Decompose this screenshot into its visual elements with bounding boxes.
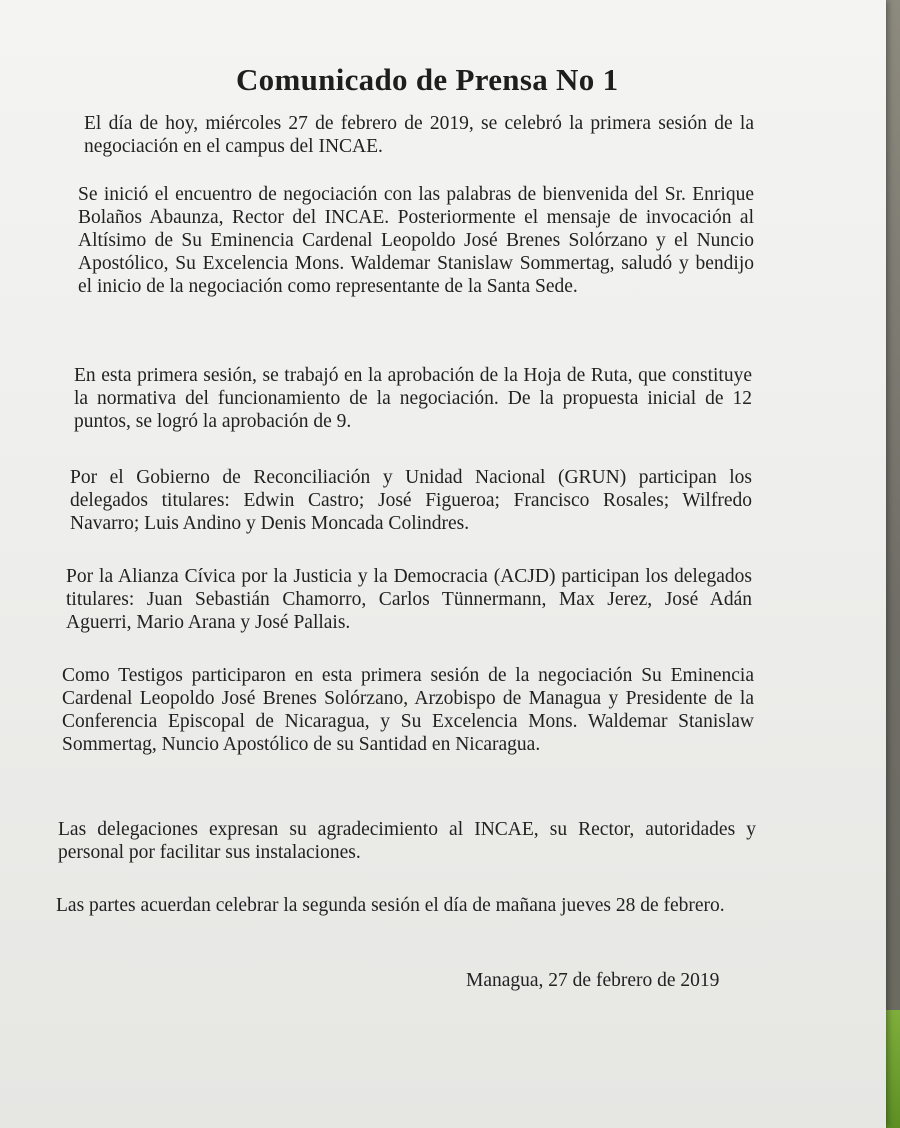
paragraph-3: En esta primera sesión, se trabajó en la aprobación de la Hoja de Ruta, que constituye la normativa del funcionamiento de la negociación. De la propuesta inicial de 12 puntos, se logró la aprobación de 9. — [74, 365, 752, 432]
page-title: Comunicado de Prensa No 1 — [236, 62, 619, 97]
paragraph-7: Las delegaciones expresan su agradecimiento al INCAE, su Rector, autoridades y personal por facilitar sus instalaciones. — [58, 819, 756, 863]
green-object-edge — [884, 1010, 900, 1128]
place-and-date: Managua, 27 de febrero de 2019 — [466, 970, 720, 991]
paragraph-2: Se inició el encuentro de negociación con las palabras de bienvenida del Sr. Enrique Bolaños Abaunza, Rector del INCAE. Posteriormente el mensaje de invocación al Altísimo de Su Eminencia Cardenal Leopoldo José Brenes Solórzano y el Nuncio Apostólico, Su Excelencia Mons. Waldemar Stanislaw Sommertag, saludó y bendijo el inicio de la negociación como representante de la Santa Sede. — [78, 184, 754, 297]
paragraph-8: Las partes acuerdan celebrar la segunda sesión el día de mañana jueves 28 de febrero. — [56, 895, 725, 916]
paragraph-5: Por la Alianza Cívica por la Justicia y la Democracia (ACJD) participan los delegados titulares: Juan Sebastián Chamorro, Carlos Tünnermann, Max Jerez, José Adán Aguerri, Mario Arana y José Pallais. — [66, 566, 752, 633]
paragraph-4: Por el Gobierno de Reconciliación y Unidad Nacional (GRUN) participan los delegados titulares: Edwin Castro; José Figueroa; Francisco Rosales; Wilfredo Navarro; Luis Andino y Denis Moncada Colindres. — [70, 467, 752, 534]
paragraph-6: Como Testigos participaron en esta primera sesión de la negociación Su Eminencia Cardenal Leopoldo José Brenes Solórzano, Arzobispo de Managua y Presidente de la Conferencia Episcopal de Nicaragua, y Su Excelencia Mons. Waldemar Stanislaw Sommertag, Nuncio Apostólico de su Santidad en Nicaragua. — [62, 665, 754, 755]
paragraph-1: El día de hoy, miércoles 27 de febrero de 2019, se celebró la primera sesión de la negociación en el campus del INCAE. — [84, 113, 754, 157]
